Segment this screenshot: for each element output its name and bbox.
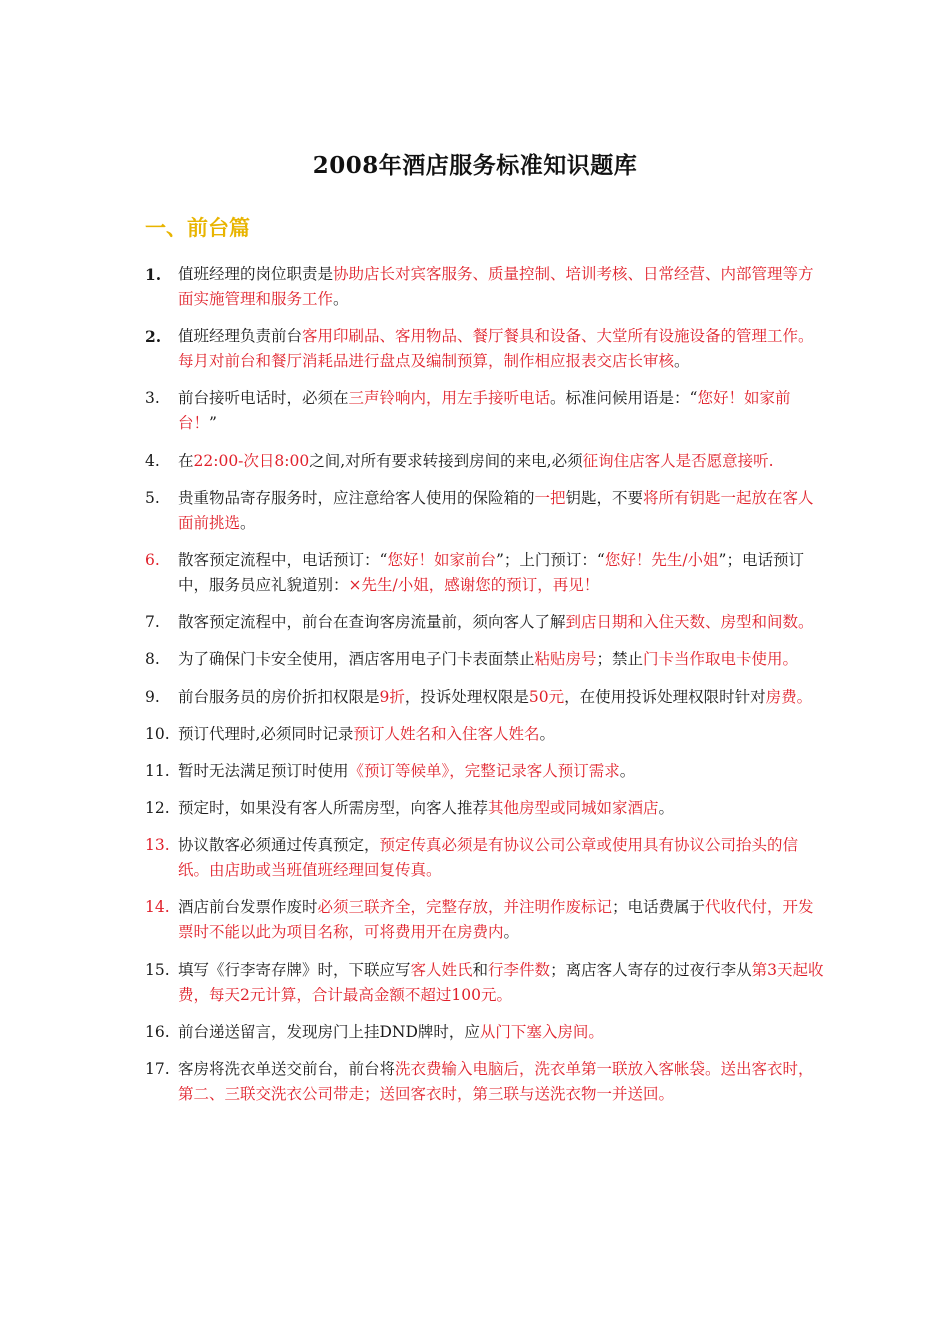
answer-text: 50元: [528, 687, 565, 706]
prompt-text: 协议散客必须通过传真预定，: [178, 836, 380, 855]
answer-text: 《预订等候单》，完整记录客人预订需求: [348, 761, 620, 780]
prompt-text: 值班经理的岗位职责是: [178, 265, 334, 283]
answer-text: 必须三联齐全，完整存放，并注明作废标记: [317, 898, 613, 917]
answer-text: 征询住店客人是否愿意接听.: [582, 451, 774, 470]
prompt-text: 之间,对所有要求转接到房间的来电,必须: [309, 451, 583, 470]
prompt-text: 前台递送留言，发现房门上挂DND牌时，应: [178, 1022, 480, 1041]
prompt-text: ”；上门预订：“: [495, 550, 605, 569]
answer-text: ×先生/小姐，感谢您的预订，再见！: [348, 575, 600, 594]
question-list: [145, 262, 825, 1119]
answer-text: 您好！先生/小姐: [604, 550, 719, 569]
answer-text: 代收代付，开发票时不能以此为项目名称，可将费用开在房费内: [178, 898, 814, 942]
question-text: [178, 613, 814, 631]
prompt-text: 前台服务员的房价折扣权限是: [178, 687, 380, 706]
question-item: [145, 895, 825, 945]
answer-text: 9折: [379, 687, 405, 706]
prompt-text: ”: [209, 414, 217, 433]
question-text: [178, 650, 798, 668]
prompt-text: 预定时，如果没有客人所需房型，向客人推荐: [178, 799, 489, 818]
prompt-text: 暂时无法满足预订时使用: [178, 761, 349, 780]
question-text: [178, 551, 804, 594]
answer-text: 客用印刷品、客用物品、餐厅餐具和设备、大堂所有设施设备的管理工作。每月对前台和餐厅消耗品进行盘点及编制预算，制作相应报表交店长审核: [178, 327, 814, 371]
prompt-text: 。: [240, 513, 256, 532]
answer-text: 您好！如家前台！: [178, 389, 791, 433]
question-text: [178, 762, 635, 780]
question-number: 17.: [145, 1060, 170, 1078]
question-item: [145, 647, 825, 672]
answer-text: 从门下塞入房间。: [479, 1022, 604, 1041]
prompt-text: 客房将洗衣单送交前台，前台将: [178, 1060, 396, 1078]
answer-text: 其他房型或同城如家酒店: [488, 799, 659, 818]
question-text: [178, 836, 798, 879]
prompt-text: 。: [658, 799, 675, 818]
question-number: 8.: [145, 650, 160, 669]
prompt-text: ；离店客人寄存的过夜行李从: [550, 960, 752, 979]
question-item: [145, 1020, 825, 1045]
section-heading: 一、前台篇: [145, 215, 250, 240]
prompt-text: 贵重物品寄存服务时，应注意给客人使用的保险箱的: [178, 488, 535, 507]
answer-text: 22:00-次日8:00: [193, 451, 310, 470]
prompt-text: 前台接听电话时，必须在: [178, 389, 349, 408]
question-item: [145, 685, 825, 710]
question-text: [178, 961, 823, 1004]
prompt-text: 钥匙，不要: [565, 488, 644, 507]
answer-text: 门卡当作取电卡使用。: [643, 650, 799, 669]
question-text: [178, 898, 814, 941]
prompt-text: 。标准问候用语是：“: [550, 389, 698, 408]
question-text: [178, 265, 814, 308]
answer-text: 您好！如家前台: [387, 550, 496, 569]
prompt-text: ，在使用投诉处理权限时针对: [564, 687, 766, 706]
question-number: 12.: [145, 799, 170, 818]
prompt-text: 和: [472, 960, 489, 979]
prompt-text: 散客预定流程中，电话预订：“: [178, 550, 388, 569]
answer-text: 粘贴房号: [534, 650, 597, 669]
question-text: [178, 489, 814, 532]
answer-text: 第3天起收费，每天2元计算，合计最高金额不超过100元。: [178, 960, 824, 1004]
prompt-text: 。: [674, 352, 690, 371]
question-item: [145, 324, 825, 374]
answer-text: 行李件数: [488, 960, 551, 979]
question-item: [145, 833, 825, 883]
answer-text: 预定传真必须是有协议公司公章或使用具有协议公司抬头的信纸。由店助或当班值班经理回复传真。: [178, 836, 799, 880]
prompt-text: 散客预定流程中，前台在查询客房流量前，须向客人了解: [178, 613, 566, 632]
answer-text: 房费。: [765, 687, 813, 706]
question-item: [145, 449, 825, 474]
answer-text: 预订人姓名和入住客人姓名: [353, 724, 540, 743]
prompt-text: 填写《行李寄存牌》时，下联应写: [178, 960, 411, 979]
answer-text: 将所有钥匙一起放在客人面前挑选: [178, 488, 814, 532]
prompt-text: ；禁止: [596, 650, 644, 669]
question-item: [145, 610, 825, 635]
question-number: 15.: [145, 960, 170, 979]
prompt-text: ；电话费属于: [612, 898, 706, 917]
question-number: 5.: [145, 488, 160, 507]
question-item: [145, 262, 825, 312]
prompt-text: ”；电话预订中，服务员应礼貌道别：: [178, 550, 804, 594]
question-item: [145, 796, 825, 821]
question-number: 3.: [145, 389, 160, 408]
question-item: [145, 958, 825, 1008]
prompt-text: 值班经理负责前台: [178, 327, 303, 346]
question-number: 10.: [145, 724, 170, 743]
answer-text: 三声铃响内，用左手接听电话: [348, 389, 551, 408]
question-item: [145, 722, 825, 747]
answer-text: 一把: [534, 488, 566, 507]
question-text: [178, 452, 774, 470]
answer-text: 洗衣费输入电脑后，洗衣单第一联放入客帐袋。送出客衣时，第二、三联交洗衣公司带走；送回客衣时，第三联与送洗衣物一并送回。: [178, 1060, 814, 1103]
question-number: 11.: [145, 761, 170, 780]
question-text: [178, 327, 814, 370]
question-number: 4.: [145, 451, 160, 470]
prompt-text: ，投诉处理权限是: [404, 687, 529, 706]
prompt-text: 。: [333, 290, 349, 308]
answer-text: 到店日期和入住天数、房型和间数。: [565, 613, 814, 632]
question-number: 7.: [145, 613, 160, 632]
question-text: [178, 1060, 814, 1103]
question-number: 1.: [145, 265, 162, 284]
answer-text: 客人姓氏: [410, 960, 473, 979]
question-text: [178, 725, 555, 743]
document-title: 2008年酒店服务标准知识题库: [312, 152, 638, 179]
prompt-text: 酒店前台发票作废时: [178, 898, 318, 917]
prompt-text: 在: [178, 451, 194, 470]
question-number: 16.: [145, 1022, 170, 1041]
question-item: [145, 386, 825, 436]
question-text: [178, 688, 812, 706]
question-item: [145, 548, 825, 598]
question-number: 13.: [145, 836, 170, 855]
question-number: 2.: [145, 327, 162, 347]
prompt-text: 。: [539, 724, 555, 743]
question-item: [145, 759, 825, 784]
question-item: [145, 1057, 825, 1107]
prompt-text: 为了确保门卡安全使用，酒店客用电子门卡表面禁止: [178, 650, 535, 669]
prompt-text: 。: [503, 923, 520, 942]
question-number: 14.: [145, 898, 170, 917]
question-item: [145, 486, 825, 536]
answer-text: 协助店长对宾客服务、质量控制、培训考核、日常经营、内部管理等方面实施管理和服务工作: [178, 265, 814, 308]
question-text: [178, 389, 790, 432]
prompt-text: 预订代理时,必须同时记录: [178, 724, 354, 743]
prompt-text: 。: [619, 761, 636, 780]
question-number: 9.: [145, 687, 160, 706]
question-number: 6.: [145, 550, 160, 569]
question-text: [178, 799, 674, 817]
question-text: [178, 1023, 604, 1041]
